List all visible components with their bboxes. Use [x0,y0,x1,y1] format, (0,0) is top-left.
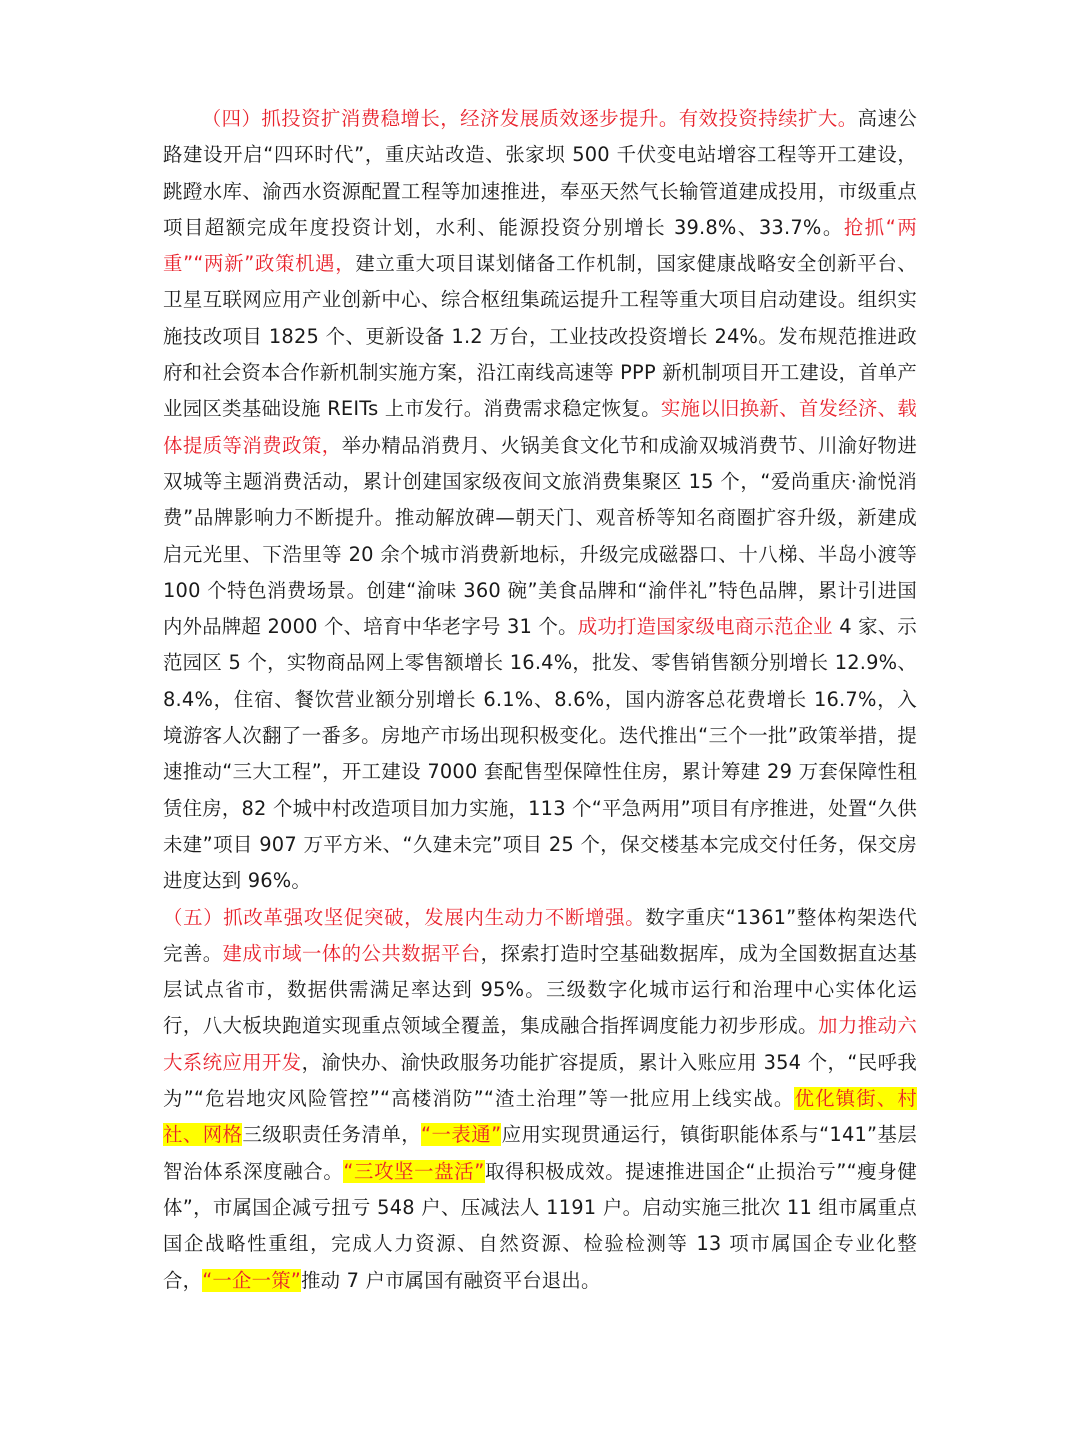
paragraph-section-5 [163,900,917,1299]
highlight-red: 实施以旧换新、首发经济、载体提质等消费政策， [163,397,917,457]
highlight-yellow: “一表通” [421,1123,502,1147]
heading-section-5: （五）抓改革强攻坚促突破，发展内生动力不断增强。 [163,905,646,929]
highlight-red: 抢抓“两重”“两新”政策机遇， [163,215,917,276]
body-text: ，探索打造时空基础数据库，成为全国数据直达基层试点省市，数据供需满足率达到 95%。三级数字化城市运行和治理中心实体化运行，八大板块跑道实现重点领域全覆盖，集成融合指挥调度能力初步形成。 [163,941,917,1038]
highlight-yellow: “三攻坚一盘活” [343,1159,485,1183]
highlight-yellow: “一企一策” [202,1268,302,1292]
body-text: 推动 7 户市属国有融资平台退出。 [301,1268,601,1292]
document-body [163,101,917,1299]
heading-section-4: （四）抓投资扩消费稳增长，经济发展质效逐步提升。有效投资持续扩大。 [201,107,858,130]
highlight-red: 成功打造国家级电商示范企业 [577,615,833,639]
body-text: 数字重庆“1361”整体构架迭代完善。 [163,905,917,965]
highlight-yellow: 优化镇街、村社、网格 [163,1087,917,1147]
body-text: 高速公路建设开启“四环时代”，重庆站改造、张家坝 500 千伏变电站增容工程等开工建设，跳蹬水库、渝西水资源配置工程等加速推进，奉巫天然气长输管道建成投用，市级重点项目超额完成年度投资计划，水利、能源投资分别增长 39.8%、33.7%。 [163,107,917,239]
highlight-red: 建成市域一体的公共数据平台 [222,941,481,965]
body-text: 应用实现贯通运行，镇街职能体系与“141”基层智治体系深度融合。 [163,1123,917,1183]
body-text: 4 家、示范园区 5 个，实物商品网上零售额增长 16.4%，批发、零售销售额分别增长 12.9%、8.4%，住宿、餐饮营业额分别增长 6.1%、8.6%，国内游客总花费增长 16.7%，入境游客人次翻了一番多。房地产市场出现积极变化。迭代推出“三个一批”政策举措，提速推动“三大工程”，开工建设 7000 套配售型保障性住房，累计筹建 29 万套保障性租赁住房，82 个城中村改造项目加力实施，113 个“平急两用”项目有序推进，处置“久供未建”项目 907 万平方米、“久建未完”项目 25 个，保交楼基本完成交付任务，保交房进度达到 96%。 [163,615,917,893]
highlight-red: 加力推动六大系统应用开发 [163,1014,918,1074]
body-text: 取得积极成效。提速推进国企“止损治亏”“瘦身健体”，市属国企减亏扭亏 548 户、压减法人 1191 户。启动实施三批次 11 组市属重点国企战略性重组，完成人力资源、自然资源、检验检测等 13 项市属国企专业化整合， [163,1159,917,1292]
body-text: 三级职责任务清单， [242,1123,422,1147]
body-text: ，渝快办、渝快政服务功能扩容提质，累计入账应用 354 个，“民呼我为”“危岩地灾风险管控”“高楼消防”“渣土治理”等一批应用上线实战。 [163,1050,918,1111]
body-text: 举办精品消费月、火锅美食文化节和成渝双城消费节、川渝好物进双城等主题消费活动，累计创建国家级夜间文旅消费集聚区 15 个，“爱尚重庆·渝悦消费”品牌影响力不断提升。推动解放碑—朝天门、观音桥等知名商圈扩容升级，新建成启元光里、下浩里等 20 余个城市消费新地标，升级完成磁器口、十八梯、半岛小渡等 100 个特色消费场景。创建“渝味 360 碗”美食品牌和“渝伴礼”特色品牌，累计引进国内外品牌超 2000 个、培育中华老字号 31 个。 [163,433,917,639]
body-text: 建立重大项目谋划储备工作机制，国家健康战略安全创新平台、卫星互联网应用产业创新中心、综合枢纽集疏运提升工程等重大项目启动建设。组织实施技改项目 1825 个、更新设备 1.2 万台，工业技改投资增长 24%。发布规范推进政府和社会资本合作新机制实施方案，沿江南线高速等 PPP 新机制项目开工建设，首单产业园区类基础设施 REITs 上市发行。消费需求稳定恢复。 [163,252,917,421]
paragraph-section-4 [163,101,917,900]
